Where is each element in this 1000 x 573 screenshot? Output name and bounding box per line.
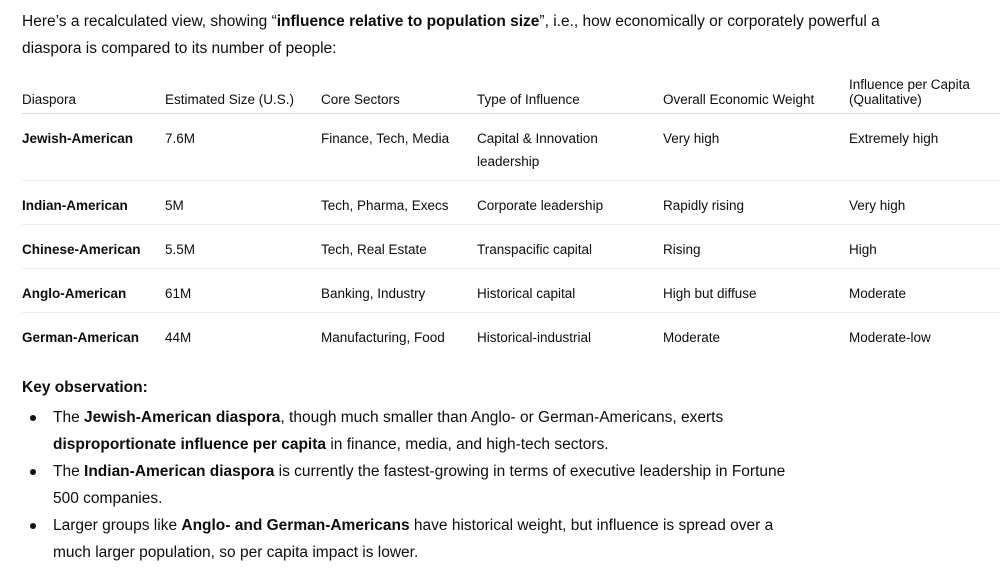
bullet-text: Larger groups like <box>53 517 182 534</box>
cell-estimated-size: 5.5M <box>165 225 321 269</box>
cell-estimated-size: 44M <box>165 330 192 345</box>
cell-type-of-influence: Historical-industrial <box>477 330 592 345</box>
cell-core-sectors: Tech, Pharma, Execs <box>321 181 477 225</box>
cell-estimated-size: 7.6M <box>165 114 321 181</box>
cell-diaspora: Indian-American <box>22 181 165 225</box>
cell-estimated-size: 5M <box>165 181 321 225</box>
cell-overall-economic-weight: Moderate <box>663 330 721 345</box>
table-header-row <box>22 70 1000 114</box>
cell-influence-per-capita: High <box>849 225 1000 269</box>
cell-type-of-influence: Corporate leadership <box>477 181 663 225</box>
cell-core-sectors: Manufacturing, Food <box>321 330 445 345</box>
bullet-bold-text: Jewish-American diaspora <box>84 409 281 426</box>
bullet-text: , though much smaller than Anglo- or German-Americans, exerts <box>280 409 724 426</box>
bullet-text: in finance, media, and high-tech sectors. <box>326 436 609 453</box>
cell-core-sectors: Banking, Industry <box>321 269 477 313</box>
cell-core-sectors: Finance, Tech, Media <box>321 114 477 181</box>
cell-influence-per-capita: Extremely high <box>849 114 1000 181</box>
bullet-bold-text: Indian-American diaspora <box>84 463 275 480</box>
table-row <box>22 225 1000 269</box>
list-item <box>22 512 802 566</box>
bullet-text: have historical weight, but influence is spread over a much larger population, so per capita impact is lower. <box>53 517 774 561</box>
cell-overall-economic-weight: High but diffuse <box>663 269 849 313</box>
cell-estimated-size: 61M <box>165 269 321 313</box>
table-row <box>22 269 1000 313</box>
header-core-sectors: Core Sectors <box>321 70 477 114</box>
cell-diaspora: Chinese-American <box>22 225 165 269</box>
header-estimated-size: Estimated Size (U.S.) <box>165 70 321 114</box>
cell-overall-economic-weight: Very high <box>663 114 849 181</box>
header-diaspora: Diaspora <box>22 70 165 114</box>
bullet-text: The <box>53 463 85 480</box>
cell-influence-per-capita: Moderate <box>849 269 1000 313</box>
intro-text-prefix: Here’s a recalculated view, showing “ <box>22 13 277 30</box>
header-influence-per-capita: Influence per Capita (Qualitative) <box>849 70 1000 114</box>
list-item <box>22 458 802 512</box>
intro-text-suffix: ”, i.e., how economically or corporately powerful a diaspora is compared to its number of people: <box>22 13 880 57</box>
header-overall-economic-weight: Overall Economic Weight <box>663 70 849 114</box>
bullet-icon <box>30 415 36 421</box>
header-type-of-influence: Type of Influence <box>477 70 663 114</box>
intro-paragraph <box>22 8 922 62</box>
bullet-bold-text: disproportionate influence per capita <box>53 436 327 453</box>
key-observation-list <box>22 404 802 566</box>
cell-influence-per-capita: Moderate-low <box>849 330 931 345</box>
cell-diaspora: Jewish-American <box>22 114 165 181</box>
bullet-icon <box>30 469 36 475</box>
table-row <box>22 181 1000 225</box>
cell-influence-per-capita: Very high <box>849 181 1000 225</box>
bullet-text: is currently the fastest-growing in terms of executive leadership in Fortune 500 companies. <box>53 463 786 507</box>
bullet-bold-text: Anglo- and German-Americans <box>181 517 410 534</box>
cell-type-of-influence: Capital & Innovation leadership <box>477 114 663 181</box>
cell-core-sectors: Tech, Real Estate <box>321 225 477 269</box>
cell-type-of-influence: Historical capital <box>477 269 663 313</box>
cell-overall-economic-weight: Rising <box>663 225 849 269</box>
bullet-text: The <box>53 409 85 426</box>
intro-text-bold: influence relative to population size <box>276 13 540 30</box>
table-row <box>22 313 1000 357</box>
cell-overall-economic-weight: Rapidly rising <box>663 181 849 225</box>
cell-type-of-influence: Transpacific capital <box>477 225 663 269</box>
table-row <box>22 114 1000 181</box>
key-observation-heading: Key observation: <box>22 379 148 396</box>
cell-diaspora: Anglo-American <box>22 269 165 313</box>
bullet-icon <box>30 523 36 529</box>
cell-diaspora: German-American <box>22 330 140 345</box>
diaspora-table <box>22 70 1000 356</box>
list-item <box>22 404 802 458</box>
